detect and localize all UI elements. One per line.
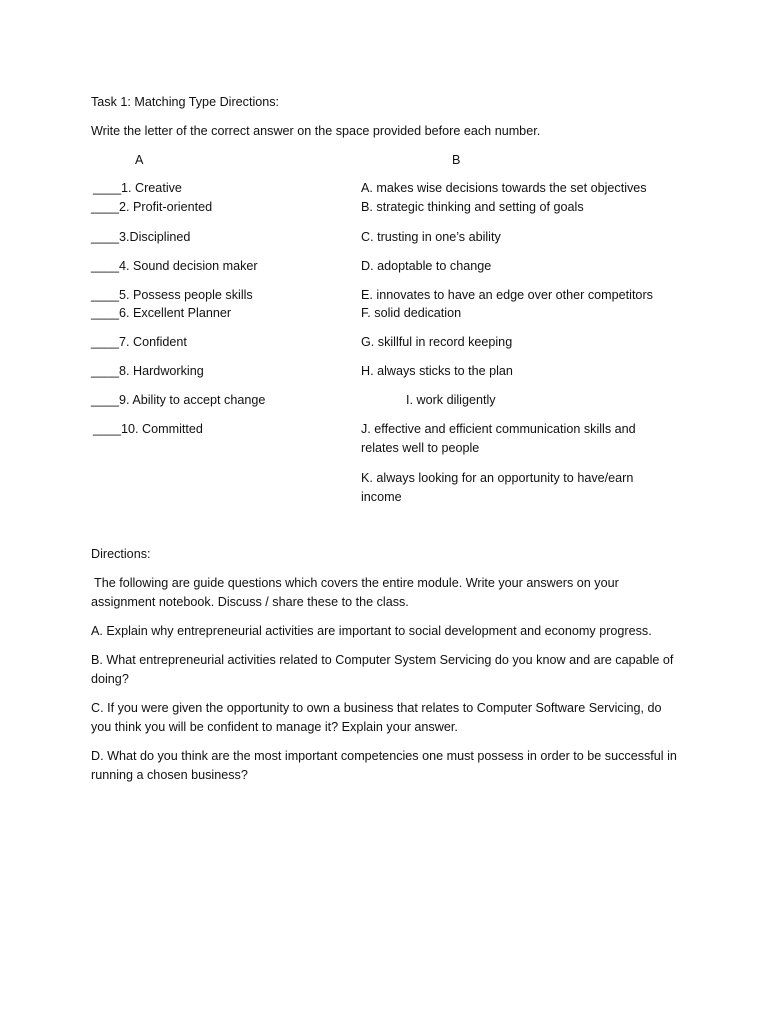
item-a-7: ____7. Confident (91, 335, 187, 349)
item-b-f: F. solid dedication (361, 306, 462, 320)
item-b-k: K. always looking for an opportunity to have/earn income (361, 471, 634, 504)
item-b-d: D. adoptable to change (361, 259, 492, 273)
item-b-j: J. effective and efficient communication skills and relates well to people (361, 422, 636, 455)
directions-intro: The following are guide questions which covers the entire module. Write your answers on your assignment notebook. Discuss / share these to the class. (91, 576, 619, 609)
item-b-a: A. makes wise decisions towards the set objectives (361, 181, 647, 195)
question-a: A. Explain why entrepreneurial activities are important to social development and economy progress. (91, 624, 652, 638)
column-b-header: B (452, 153, 461, 167)
task-title: Task 1: Matching Type Directions: (91, 95, 280, 109)
directions-title: Directions: (91, 547, 151, 561)
item-a-3: ____3.Disciplined (91, 230, 191, 244)
item-a-1: ____1. Creative (93, 181, 182, 195)
item-a-4: ____4. Sound decision maker (91, 259, 258, 273)
item-b-i: I. work diligently (406, 393, 496, 407)
column-a-header: A (135, 153, 144, 167)
question-d: D. What do you think are the most important competencies one must possess in order to be successful in running a chosen business? (91, 749, 677, 782)
item-a-6: ____6. Excellent Planner (91, 306, 232, 320)
item-b-e: E. innovates to have an edge over other competitors (361, 288, 653, 302)
item-a-5: ____5. Possess people skills (91, 288, 253, 302)
item-a-2: ____2. Profit-oriented (91, 200, 213, 214)
item-b-b: B. strategic thinking and setting of goals (361, 200, 584, 214)
item-a-10: ____10. Committed (93, 422, 203, 436)
item-b-c: C. trusting in one’s ability (361, 230, 501, 244)
item-a-8: ____8. Hardworking (91, 364, 204, 378)
question-c: C. If you were given the opportunity to own a business that relates to Computer Software Servicing, do you think you will be confident to manage it? Explain your answer. (91, 701, 662, 734)
item-b-h: H. always sticks to the plan (361, 364, 513, 378)
item-b-g: G. skillful in record keeping (361, 335, 513, 349)
question-b: B. What entrepreneurial activities related to Computer System Servicing do you know and are capable of doing? (91, 653, 674, 686)
item-a-9: ____9. Ability to accept change (91, 393, 266, 407)
task-instruction: Write the letter of the correct answer on the space provided before each number. (91, 124, 541, 138)
